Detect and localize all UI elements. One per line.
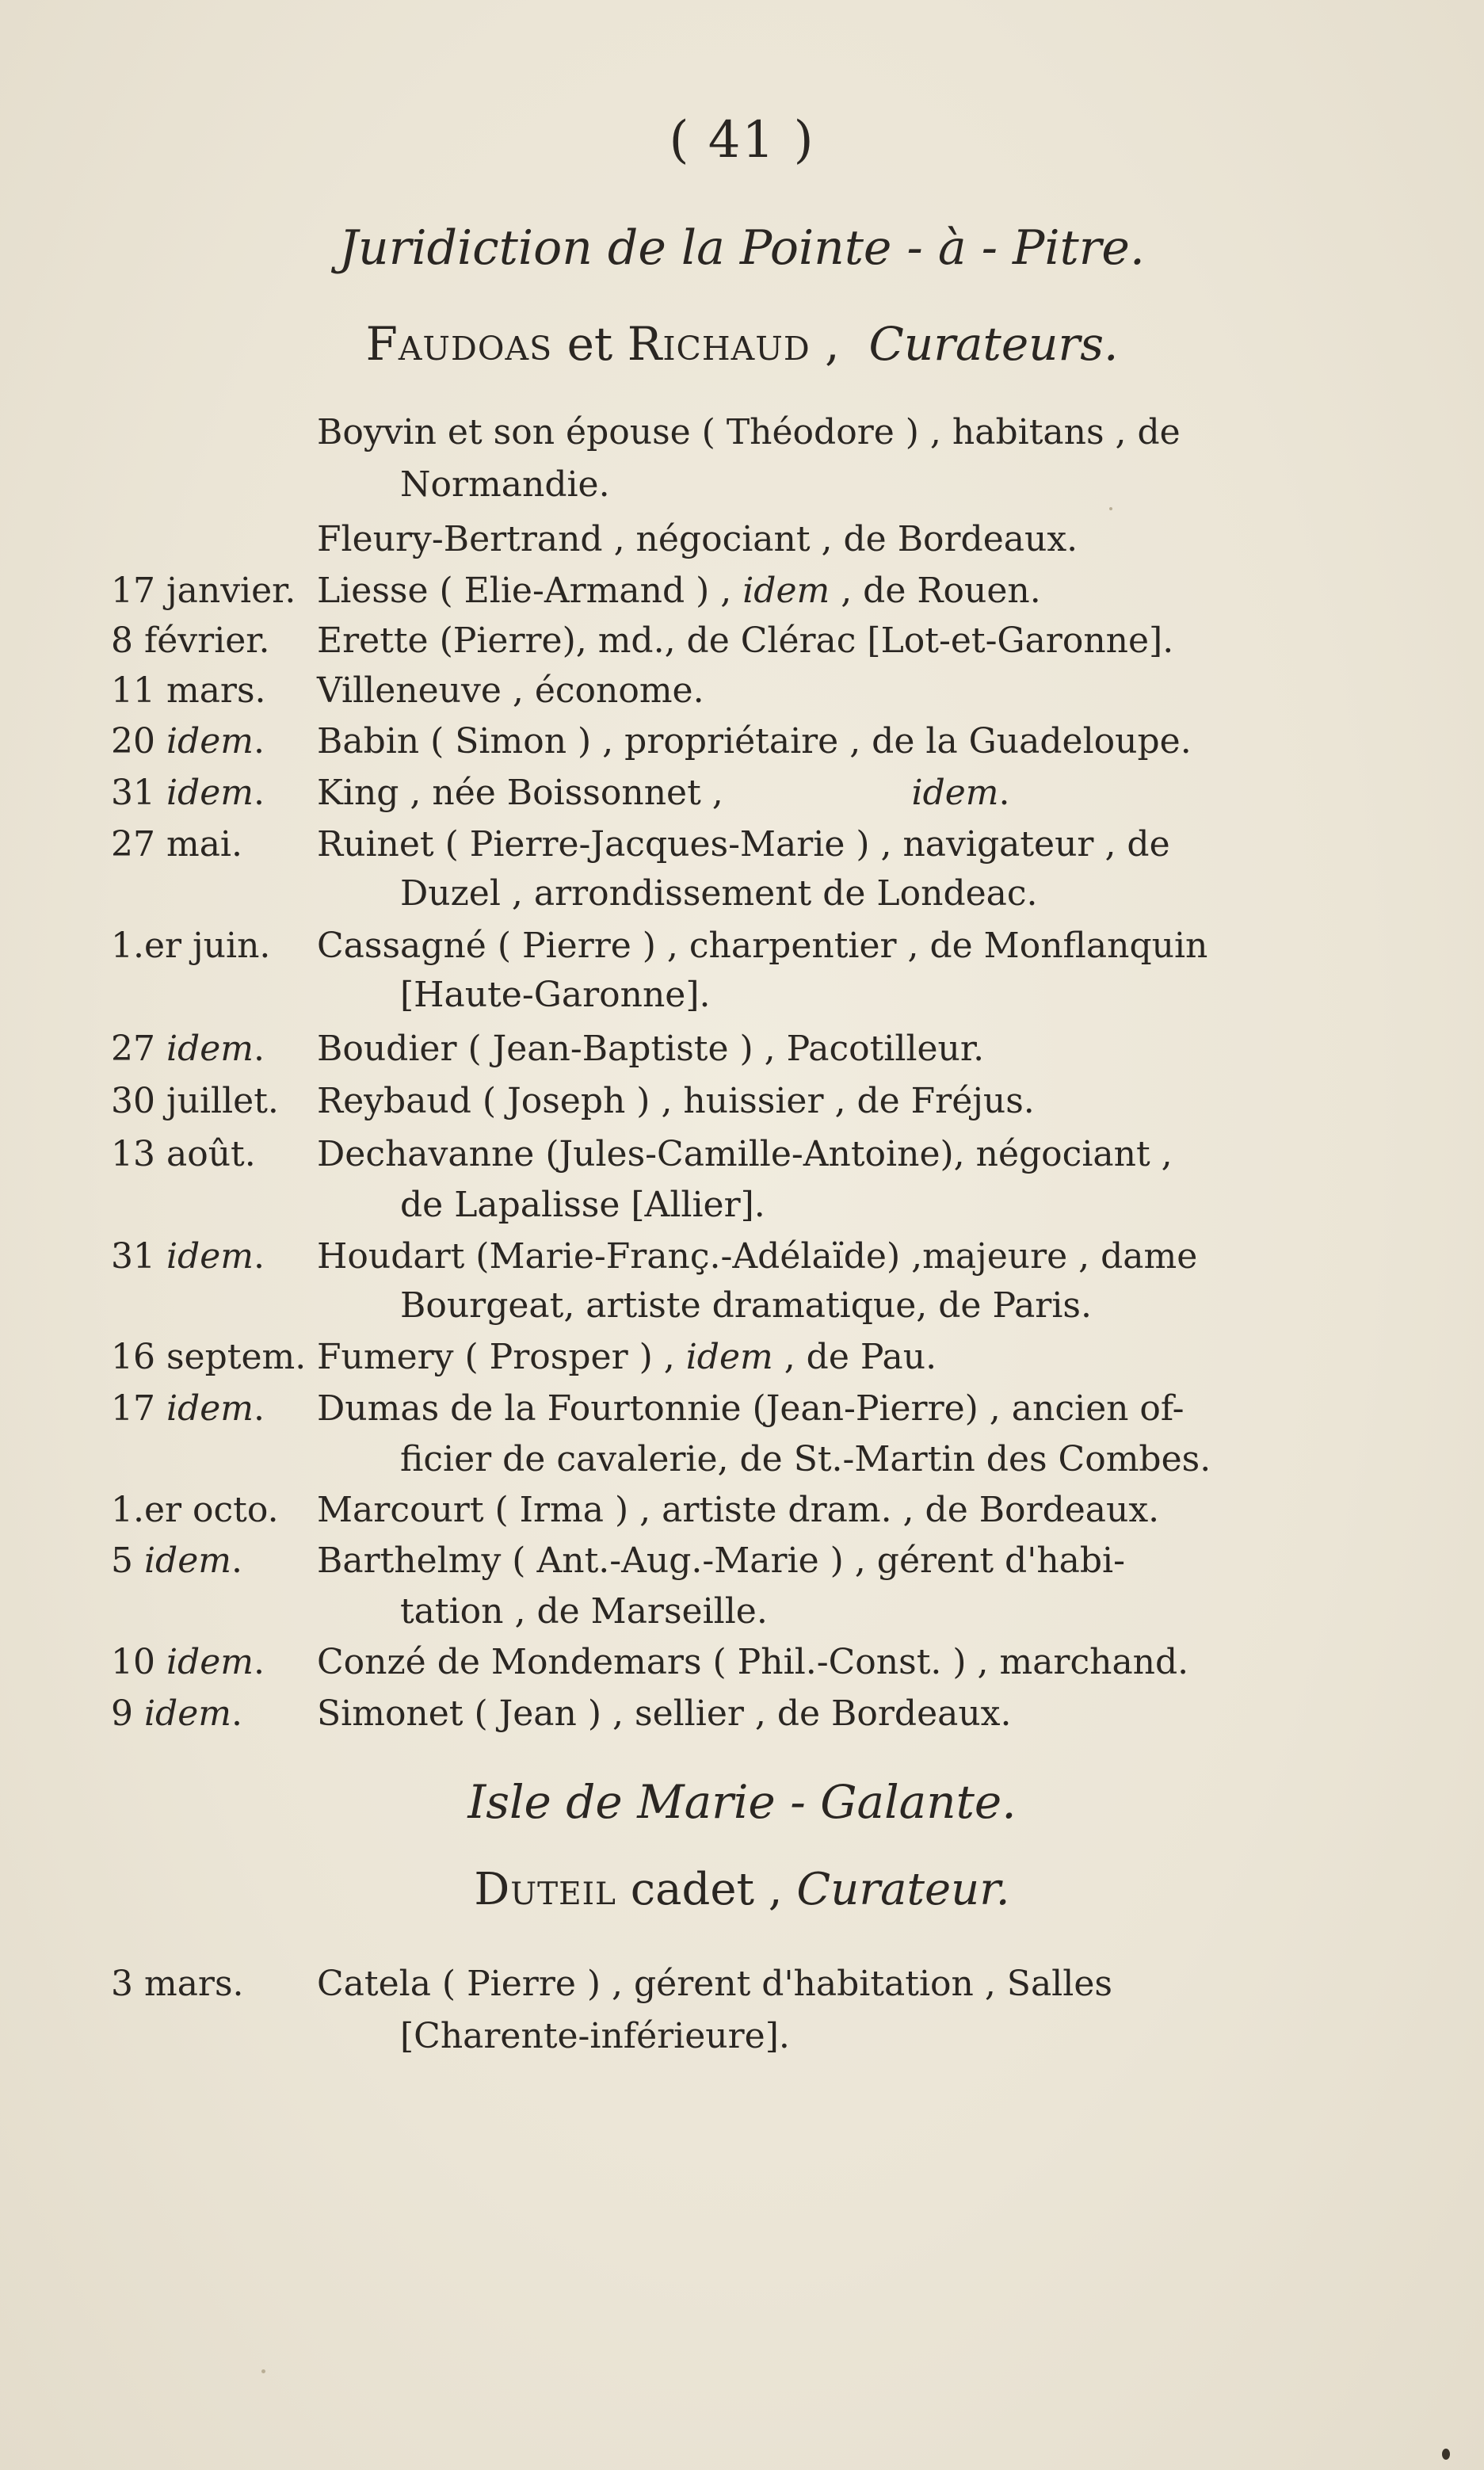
entry-continuation: ficier de cavalerie, de St.-Martin des Combes. (400, 1439, 1211, 1479)
page-number: ( 41 ) (669, 111, 815, 170)
entry-name: King , née Boissonnet , idem. (317, 773, 1010, 813)
curator-role: Curateur. (796, 1864, 1010, 1915)
entry-date: 27 idem. (111, 1029, 265, 1069)
section-title-marie-galante: Isle de Marie - Galante. (467, 1775, 1017, 1829)
entry-name: Dechavanne (Jules-Camille-Antoine), négociant , (317, 1134, 1173, 1174)
entry-date: 1.er octo. (111, 1490, 279, 1530)
entry-date: 5 idem. (111, 1540, 242, 1581)
entry-date: 11 mars. (111, 670, 266, 711)
entry-date: 27 mai. (111, 824, 242, 865)
entry-name: Erette (Pierre), md., de Clérac [Lot-et-Garonne]. (317, 620, 1174, 661)
entry-continuation: Normandie. (400, 464, 610, 505)
curators-heading: Faudoas et Richaud , Curateurs. (365, 317, 1119, 371)
entry-date: 17 janvier. (111, 571, 296, 611)
entry-date: 9 idem. (111, 1693, 242, 1734)
entry-name: Catela ( Pierre ) , gérent d'habitation , Salles (317, 1964, 1112, 2004)
entry-name: Simonet ( Jean ) , sellier , de Bordeaux. (317, 1693, 1012, 1734)
entry-name: Ruinet ( Pierre-Jacques-Marie ) , navigateur , de (317, 824, 1170, 865)
entry-date: 13 août. (111, 1134, 256, 1174)
curator-name-richaud: Richaud (627, 317, 811, 371)
entry-name: Dumas de la Fourtonnie (Jean-Pierre) , ancien of- (317, 1388, 1185, 1429)
entry-continuation: tation , de Marseille. (400, 1591, 768, 1632)
curator-name-duteil: Duteil (474, 1864, 616, 1915)
entry-name: Conzé de Mondemars ( Phil.-Const. ) , marchand. (317, 1642, 1189, 1682)
entry-name: Villeneuve , économe. (317, 670, 704, 711)
entry-date: 1.er juin. (111, 926, 271, 966)
entry-name: Fumery ( Prosper ) , idem , de Pau. (317, 1337, 937, 1377)
entry-continuation: de Lapalisse [Allier]. (400, 1185, 765, 1225)
entry-continuation: Duzel , arrondissement de Londeac. (400, 873, 1038, 914)
entry-date: 30 juillet. (111, 1081, 279, 1121)
entry-continuation: [Charente-inférieure]. (400, 2016, 790, 2056)
curator-name-faudoas: Faudoas (365, 317, 553, 371)
entry-date: 16 septem. (111, 1337, 307, 1377)
entry-name: Babin ( Simon ) , propriétaire , de la Guadeloupe. (317, 721, 1192, 762)
entry-date: 17 idem. (111, 1388, 265, 1429)
entry-continuation: Bourgeat, artiste dramatique, de Paris. (400, 1285, 1092, 1326)
curator-heading-duteil (0, 1864, 1484, 1915)
entry-date: 31 idem. (111, 1236, 265, 1277)
entry-name: Fleury-Bertrand , négociant , de Bordeaux. (317, 519, 1078, 559)
entry-name: Marcourt ( Irma ) , artiste dram. , de Bordeaux. (317, 1490, 1160, 1530)
curators-role: Curateurs. (868, 317, 1119, 371)
entry-date: 3 mars. (111, 1964, 244, 2004)
entry-date: 8 février. (111, 620, 270, 661)
entry-name: Reybaud ( Joseph ) , huissier , de Fréjus. (317, 1081, 1035, 1121)
entry-name: Liesse ( Elie-Armand ) , idem , de Rouen. (317, 571, 1041, 611)
entry-name: Barthelmy ( Ant.-Aug.-Marie ) , gérent d'habi- (317, 1540, 1125, 1581)
section-title-pointe-a-pitre: Juridiction de la Pointe - à - Pitre. (339, 220, 1145, 276)
entry-name: Houdart (Marie-Franç.-Adélaïde) ,majeure , dame (317, 1236, 1198, 1277)
entry-date: 31 idem. (111, 773, 265, 813)
entry-date: 10 idem. (111, 1642, 265, 1682)
entry-name: Cassagné ( Pierre ) , charpentier , de Monflanquin (317, 926, 1208, 966)
curator-qualifier: cadet , (630, 1864, 783, 1915)
entry-name: Boudier ( Jean-Baptiste ) , Pacotilleur. (317, 1029, 985, 1069)
curator-conjunction: et (567, 317, 613, 371)
entry-date: 20 idem. (111, 721, 265, 762)
entry-name: Boyvin et son épouse ( Théodore ) , habitans , de (317, 412, 1181, 452)
entry-continuation: [Haute-Garonne]. (400, 975, 711, 1015)
